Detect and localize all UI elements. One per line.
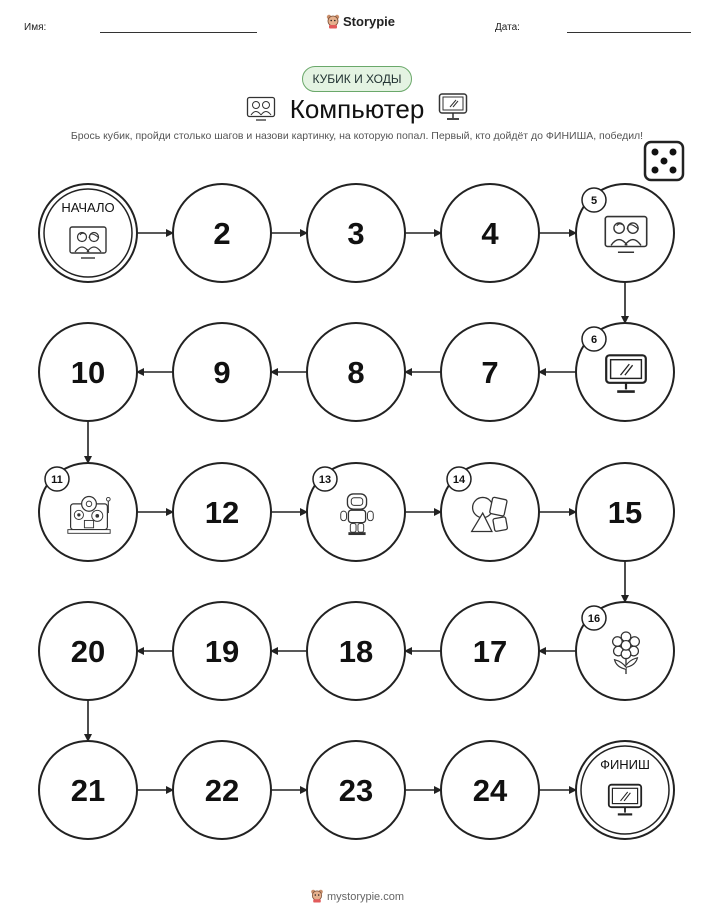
kids-computer-icon	[70, 227, 106, 258]
board-cell-19	[173, 602, 271, 700]
step-number: 11	[51, 474, 63, 486]
cell-number: 19	[204, 634, 240, 669]
footer	[0, 888, 714, 903]
cell-number: 10	[70, 355, 106, 390]
board-cell-13	[307, 463, 405, 561]
cell-number: 3	[347, 216, 365, 251]
board-cell-4	[441, 184, 539, 282]
cell-number: 15	[607, 495, 643, 530]
finish-label: ФИНИШ	[600, 757, 650, 772]
board-cell-21	[39, 741, 137, 839]
board-cell-10	[39, 323, 137, 421]
start-label: НАЧАЛО	[61, 200, 115, 215]
cell-number: 17	[472, 634, 508, 669]
board-cell-14	[441, 463, 539, 561]
board-cell-5	[576, 184, 674, 282]
cell-number: 24	[472, 773, 508, 808]
name-label: Имя:	[24, 22, 47, 33]
kids-computer-icon	[605, 217, 646, 253]
step-number: 13	[318, 474, 332, 486]
cell-number: 21	[70, 773, 106, 808]
board-cell-15	[576, 463, 674, 561]
date-label: Дата:	[495, 22, 520, 33]
step-number: 5	[590, 195, 598, 207]
board-cell-12	[173, 463, 271, 561]
title-text: Компьютер	[289, 94, 425, 124]
cell-number: 18	[338, 634, 374, 669]
board-cell-22	[173, 741, 271, 839]
board-cell-17	[441, 602, 539, 700]
game-type-badge: КУБИК И ХОДЫ	[302, 66, 412, 92]
cell-number: 4	[481, 216, 499, 251]
cell-number: 12	[204, 495, 240, 530]
board-cell-23	[307, 741, 405, 839]
cell-number: 22	[204, 773, 240, 808]
board-cell-25	[576, 741, 674, 839]
brand-name: Storypie	[343, 13, 396, 29]
cell-number: 7	[481, 355, 499, 390]
cell-number: 20	[70, 634, 106, 669]
board-cell-1	[39, 184, 137, 282]
board-cell-7	[441, 323, 539, 421]
board-cells	[39, 184, 674, 839]
cell-number: 2	[213, 216, 231, 251]
board-cell-6	[576, 323, 674, 421]
board-cell-24	[441, 741, 539, 839]
step-number: 6	[590, 334, 598, 346]
board-cell-8	[307, 323, 405, 421]
board-cell-11	[39, 463, 137, 561]
instructions-text: Брось кубик, пройди столько шагов и назови картинку, на которую попал. Первый, кто дойдёт до ФИНИША, победил!	[70, 130, 644, 142]
shapes-icon	[472, 497, 508, 532]
bear-logo-icon	[310, 888, 324, 903]
footer-url: mystorypie.com	[326, 891, 405, 903]
cell-number: 8	[347, 355, 365, 390]
cell-number: 23	[338, 773, 374, 808]
step-number: 14	[452, 474, 466, 486]
board-cell-18	[307, 602, 405, 700]
board-cell-2	[173, 184, 271, 282]
board-cell-20	[39, 602, 137, 700]
step-number: 16	[587, 613, 601, 625]
board-cell-9	[173, 323, 271, 421]
board-cell-3	[307, 184, 405, 282]
board-cell-16	[576, 602, 674, 700]
cell-number: 9	[213, 355, 231, 390]
